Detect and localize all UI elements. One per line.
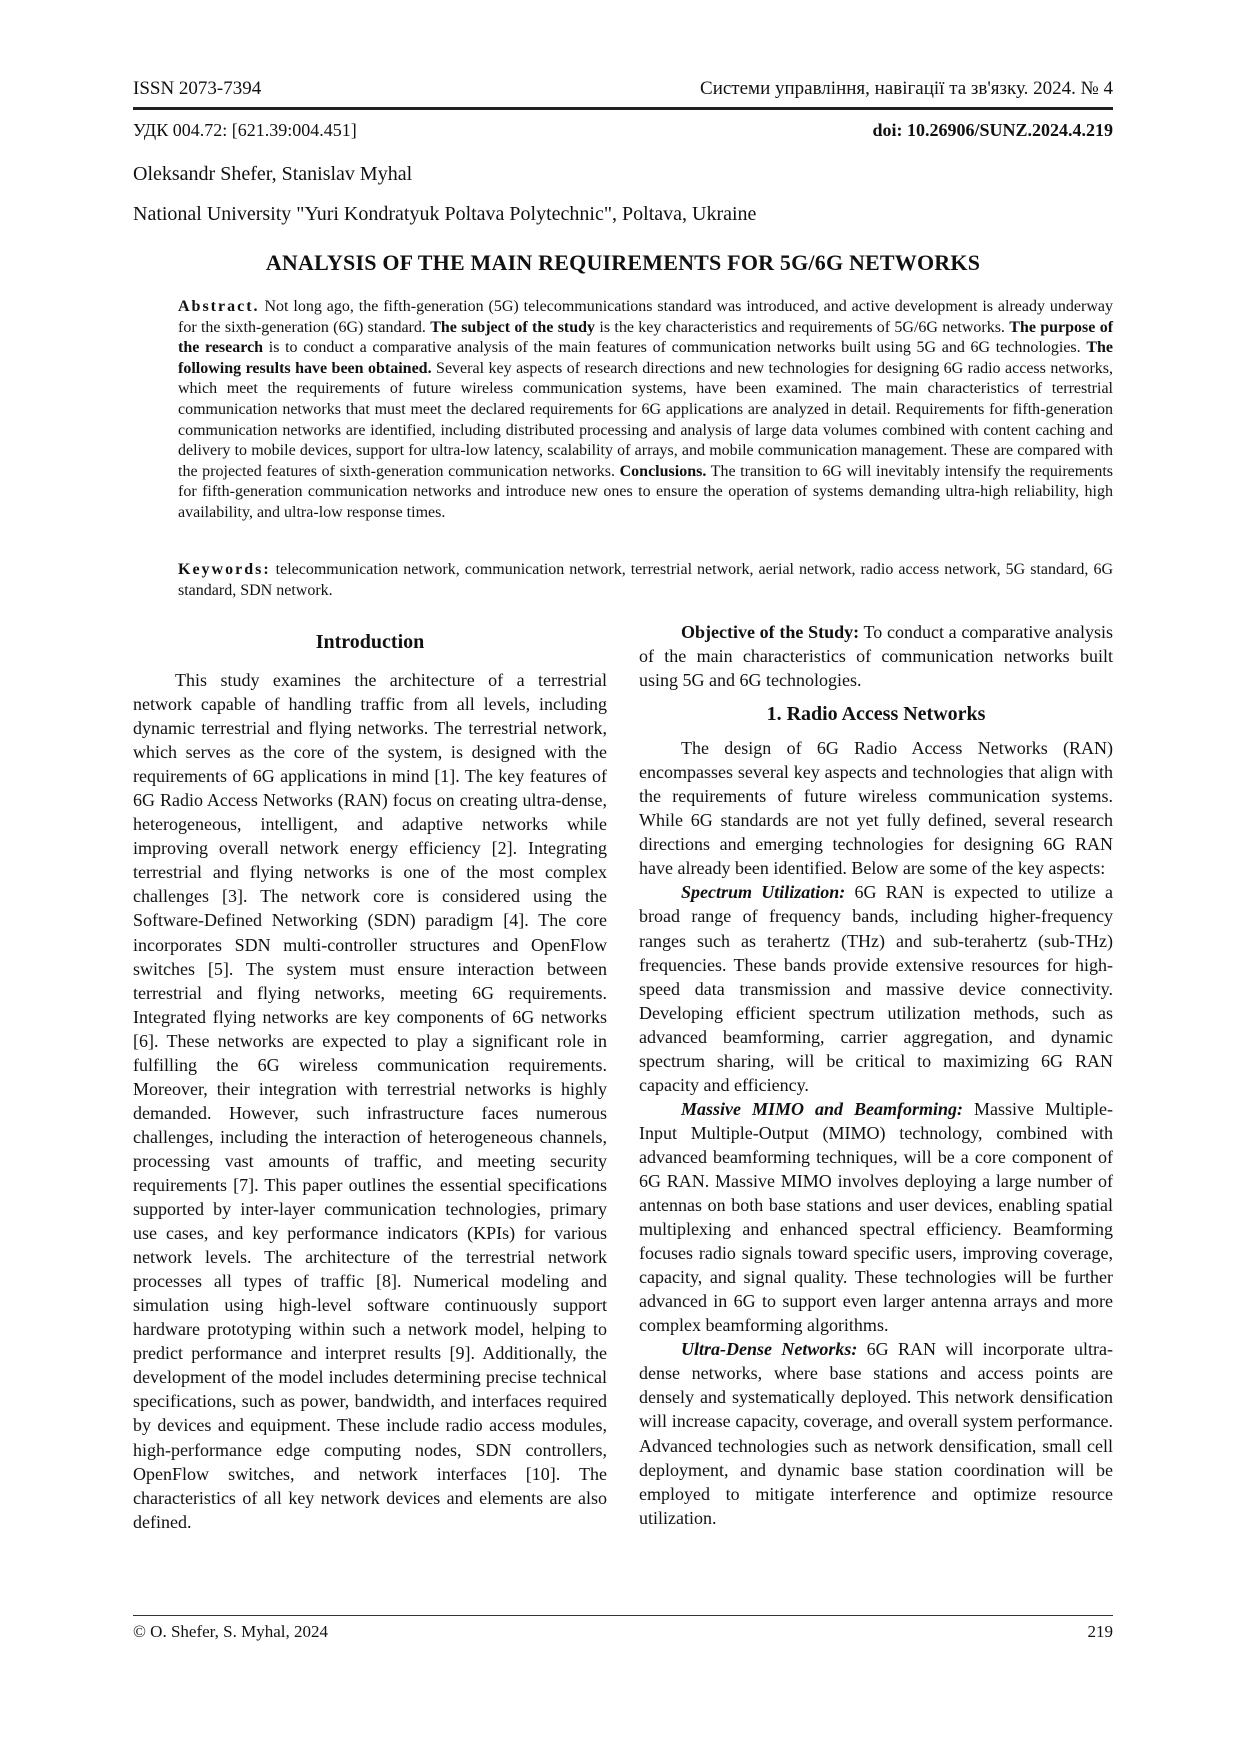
page-number: 219 [1087,1622,1113,1641]
introduction-paragraph: This study examines the architecture of a terrestrial network capable of handling traffic from all levels, including dynamic terrestrial and flying networks. The terrestrial network, which serves as the core of the system, is designed with the requirements of 6G applications in mind [1]. The key features of 6G Radio Access Networks (RAN) focus on creating ultra-dense, heterogeneous, intelligent, and adaptive networks while improving overall network energy efficiency [2]. Integrating terrestrial and flying networks is one of the most complex challenges [3]. The network core is considered using the Software-Defined Networking (SDN) paradigm [4]. The core incorporates SDN multi-controller structures and OpenFlow switches [5]. The system must ensure interaction between terrestrial and flying networks, meeting 6G requirements. Integrated flying networks are key components of 6G networks [6]. These networks are expected to play a significant role in fulfilling the 6G wireless communication requirements. Moreover, their integration with terrestrial networks is highly demanded. However, such infrastructure faces numerous challenges, including the interaction of heterogeneous channels, processing vast amounts of traffic, and meeting security requirements [7]. This paper outlines the essential specifications supported by inter-layer communication technologies, primary use cases, and key performance indicators (KPIs) for various network levels. The architecture of the terrestrial network processes all types of traffic [8]. Numerical modeling and simulation using high-level software continuously support hardware prototyping within such a network model, helping to predict performance and interpret results [9]. Additionally, the development of the model includes determining precise technical specifications, such as power, bandwidth, and interfaces required by devices and equipment. These include radio access modules, high-performance edge computing nodes, SDN controllers, OpenFlow switches, and network interfaces [10]. The characteristics of all key network devices and elements are also defined. [133,670,607,1532]
abstract-label: Abstract. [178,298,260,315]
abstract-subject-label: The subject of the study [430,318,596,336]
abstract-text-2: is the key characteristics and requirements of 5G/6G networks. [595,318,1010,336]
footer-rule [133,1615,1113,1616]
abstract-purpose-label: The purpose of the research [178,318,1114,357]
spectrum-text: 6G RAN is expected to utilize a broad range of frequency bands, including higher-frequency ranges such as terahertz (THz) and sub-terahertz (sub-THz) frequencies. These bands provide extensive resources for high-speed data transmission and massive device connectivity. Developing efficient spectrum utilization methods, such as advanced beamforming, carrier aggregation, and dynamic spectrum sharing, will be critical to maximizing 6G RAN capacity and efficiency. [639,882,1113,1095]
objective-text: To conduct a comparative analysis of the main characteristics of communication networks built using 5G and 6G technologies. [639,622,1114,691]
ran-intro-paragraph: The design of 6G Radio Access Networks (RAN) encompasses several key aspects and technologies that align with the requirements of future wireless communication systems. While 6G standards are not yet fully defined, several research directions and emerging technologies for designing 6G RAN have already been identified. Below are some of the key aspects: [639,738,1113,879]
authors: Oleksandr Shefer, Stanislav Myhal [133,163,413,185]
abstract-conclusions-label: Conclusions. [619,462,707,480]
abstract-results-label: The following results have been obtained. [178,339,1113,377]
keywords-text: telecommunication network, communication network, terrestrial network, aerial network, radio access network, 5G standard, 6G standard, SDN network. [178,561,1113,599]
ran-heading: 1. Radio Access Networks [766,703,986,726]
udn-text: 6G RAN will incorporate ultra-dense networks, where base stations and access points are densely and systematically deployed. This network densification will increase capacity, coverage, and overall system performance. Advanced technologies such as network densification, small cell deployment, and dynamic base station coordination will be employed to mitigate interference and optimize resource utilization. [639,1339,1113,1528]
udc-doi-row [133,120,1113,141]
spectrum-label: Spectrum Utilization: [681,882,846,903]
udn-paragraph [639,1337,1113,1529]
doi: doi: 10.26906/SUNZ.2024.4.219 [872,120,1113,140]
header-rule [133,107,1113,110]
mimo-label: Massive MIMO and Beamforming: [681,1098,964,1119]
mimo-paragraph [639,1097,1113,1337]
objective-label: Objective of the Study: [681,622,860,642]
keywords [178,560,1113,601]
left-column [133,631,607,1534]
affiliation: National University "Yuri Kondratyuk Poltava Polytechnic", Poltava, Ukraine [133,203,757,225]
introduction-heading: Introduction [315,631,425,653]
abstract-text-5: The transition to 6G will inevitably intensify the requirements for fifth-generation communication networks and introduce new ones to ensure the operation of systems demanding ultra-high reliability, high availability, and ultra-low response times. [178,462,1113,521]
right-column [639,620,1113,1530]
abstract-text-3: is to conduct a comparative analysis of the main features of communication networks built using 5G and 6G technologies. [263,339,1087,357]
mimo-text: Massive Multiple-Input Multiple-Output (MIMO) technology, combined with advanced beamforming techniques, will be a core component of 6G RAN. Massive MIMO involves deploying a large number of antennas on both base stations and user devices, enabling spatial multiplexing and enhanced spectral efficiency. Beamforming focuses radio signals toward specific users, improving coverage, capacity, and signal quality. These technologies will be further advanced in 6G to support even larger antenna arrays and more complex beamforming algorithms. [639,1098,1113,1336]
udc: УДК 004.72: [621.39:004.451] [133,120,357,140]
keywords-label: Keywords: [178,561,271,578]
paper-title: ANALYSIS OF THE MAIN REQUIREMENTS FOR 5G/6G NETWORKS [265,250,981,275]
running-header [133,78,1113,100]
journal-title: Системи управління, навігації та зв'язку. 2024. № 4 [700,78,1113,99]
udn-label: Ultra-Dense Networks: [681,1339,858,1360]
spectrum-paragraph [639,880,1113,1096]
objective-paragraph [639,620,1113,692]
page-footer [133,1622,1113,1642]
issn: ISSN 2073-7394 [133,78,262,99]
copyright: © O. Shefer, S. Myhal, 2024 [133,1622,328,1641]
abstract-text-4: Several key aspects of research directions and new technologies for designing 6G radio access networks, which meet the requirements of future wireless communication systems, have been examined. The main characteristics of terrestrial communication networks that must meet the declared requirements for 6G applications are analyzed in detail. Requirements for fifth-generation communication networks are identified, including distributed processing and analysis of large data volumes combined with content caching and delivery to mobile devices, support for ultra-low latency, scalability of arrays, and mobile communication management. These are compared with the projected features of sixth-generation communication networks. [178,359,1114,480]
abstract [178,297,1113,524]
abstract-text-1: Not long ago, the fifth-generation (5G) telecommunications standard was introduced, and active development is already underway for the sixth-generation (6G) standard. [178,298,1113,336]
